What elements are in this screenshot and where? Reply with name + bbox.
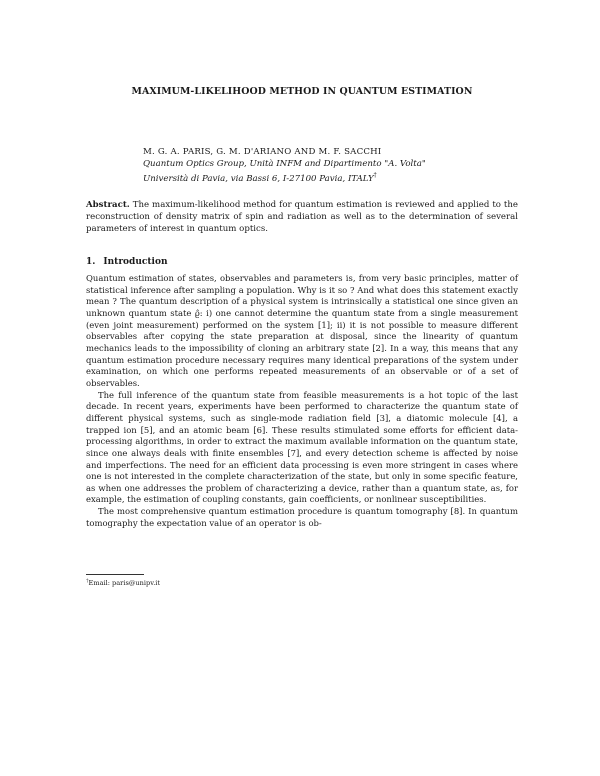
section-heading — [86, 257, 168, 267]
affiliation-line-1: Quantum Optics Group, Unità INFM and Dipartimento "A. Volta" — [143, 159, 426, 169]
section-title: Introduction — [103, 257, 168, 267]
affiliation-line-2-text: Università di Pavia, via Bassi 6, I-27100 Pavia, ITALY — [143, 173, 374, 184]
footnote-text: Email: paris@unipv.it — [88, 579, 161, 588]
abstract — [86, 199, 518, 235]
body-paragraph-2: The full inference of the quantum state from feasible measurements is a hot topic of the last decade. In recent years, experiments have been performed to characterize the quantum state of different physical systems, such as single-mode radiation field [3], a diatomic molecule [4], a trapped ion [5], and an atomic beam [6]. These results stimulated some efforts for efficient data-processing algorithms, in order to extract the maximum available information on the quantum state, since one always deals with finite ensembles [7], and every detection scheme is affected by noise and imperfections. The need for an efficient data processing is even more stringent in cases where one is not interested in the complete characterization of the state, but only in some specific feature, as when one addresses the problem of characterizing a device, rather than a quantum state, as, for example, the estimation of coupling constants, gain coefficients, or nonlinear susceptibilities. — [86, 389, 518, 505]
author-names: M. G. A. PARIS, G. M. D'ARIANO AND M. F. SACCHI — [143, 147, 382, 157]
footnote-rule — [86, 574, 144, 575]
affiliation-footnote-mark: † — [373, 172, 377, 179]
author-block — [143, 146, 503, 185]
section-body — [86, 273, 518, 529]
footnote — [86, 577, 160, 587]
section-number: 1. — [86, 257, 96, 267]
body-paragraph-1: Quantum estimation of states, observables and parameters is, from very basic principles, matter of statistical inference after sampling a population. Why is it so ? And what does this statement exactly mean ? The quantum description of a physical system is intrinsically a statistical one since given an unknown quantum state ϱ̂: i) one cannot determine the quantum state from a single measurement (even joint measurement) performed on the system [1]; ii) it is not possible to measure different observables after copying the state preparation at disposal, since the linearity of quantum mechanics leads to the impossibility of cloning an arbitrary state [2]. In a way, this means that any quantum estimation procedure necessary requires many identical preparations of the system under examination, on which one performs repeated measurements of an observable or of a set of observables. — [86, 273, 518, 388]
affiliation-line-2 — [143, 170, 503, 185]
paper-title: MAXIMUM-LIKELIHOOD METHOD IN QUANTUM ESTIMATION — [131, 86, 473, 97]
body-paragraph-3: The most comprehensive quantum estimation procedure is quantum tomography [8]. In quantum tomography the expectation value of an operator is ob- — [86, 506, 518, 528]
footnote-mark: † — [86, 578, 89, 584]
abstract-text: The maximum-likelihood method for quantum estimation is reviewed and applied to the reconstruction of density matrix of spin and radiation as well as to the determination of several parameters of interest in quantum optics. — [86, 200, 519, 234]
abstract-label: Abstract. — [86, 200, 130, 210]
